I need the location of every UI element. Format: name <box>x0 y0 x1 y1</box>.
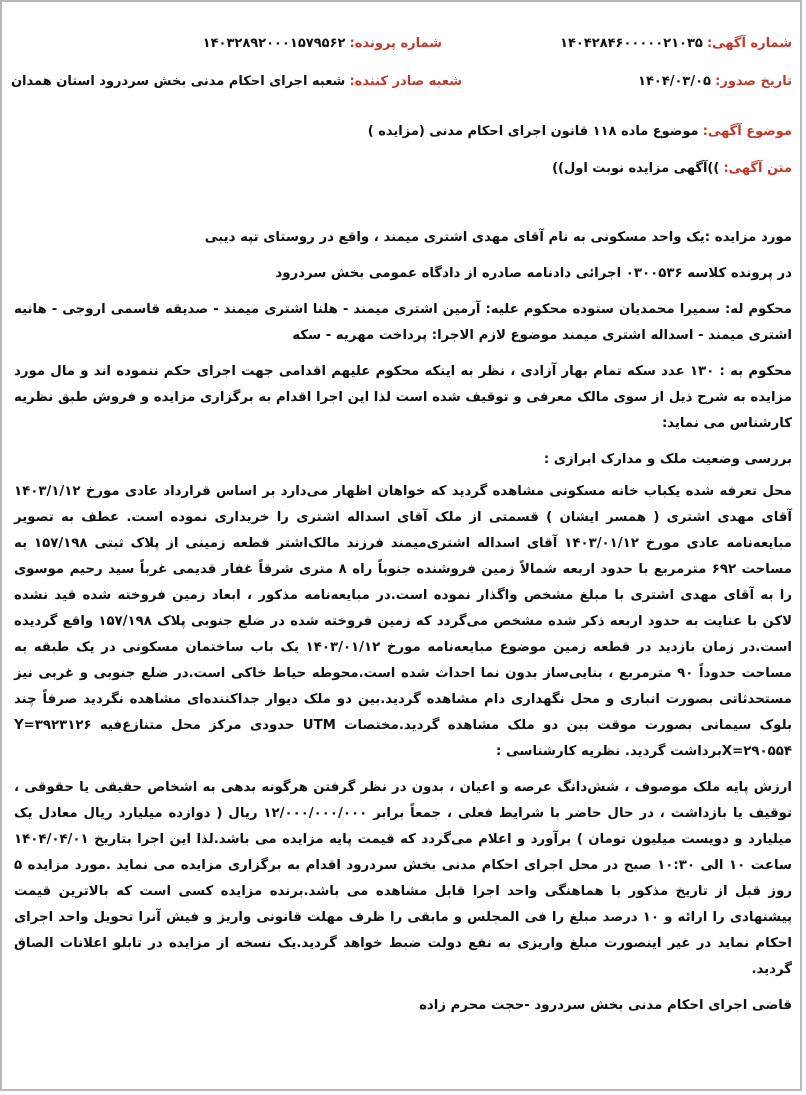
issue-date <box>638 74 792 89</box>
parties-paragraph: محکوم له: سمیرا محمدیان ستوده محکوم علیه: آرمین اشتری میمند - هلنا اشتری میمند - صدیقه قاسمی اروجی - هانیه اشتری میمند - اسداله اشتری میمند موضوع لازم الاجرا: پرداخت مهریه - سکه <box>14 302 792 343</box>
issuer <box>11 74 462 89</box>
issue-date-label: تاریخ صدور: <box>715 74 792 89</box>
property-description-paragraph: محل تعرفه شده یکباب خانه مسکونی مشاهده گردید که خواهان اظهار می‌دارد بر اساس قرارداد عادی مورخ ۱۴۰۳/۱/۱۲ آقای مهدی اشتری ( همسر ایشان ) قسمتی از ملک آقای اسداله اشتری را خریداری نموده است. عطف به تصویر مبایعه‌نامه عادی مورخ ۱۴۰۳/۰۱/۱۲ آقای اسداله اشتری‌میمند فرزند مالک‌اشتر قطعه زمینی از پلاک ثبتی ۱۵۷/۱۹۸ به مساحت ۶۹۲ مترمربع با حدود اربعه شمالاً زمین فروشنده جنوباً راه ۸ متری شرقاً غفار قدیمی غرباً سید رحیم موسوی را به آقای مهدی اشتری با مبلغ مشخص واگذار نموده است.در مبایعه‌نامه مذکور ، ابعاد زمین فروخته شده قید نشده لاکن با عنایت به حدود اربعه ذکر شده مشخص می‌گردد که زمین فروخته شده در ضلع جنوبی پلاک ۱۵۷/۱۹۸ واقع گردیده است.در زمان بازدید در قطعه زمین موضوع مبایعه‌نامه مورخ ۱۴۰۳/۰۱/۱۲ یک باب ساختمان مسکونی در یک طبقه به مساحت حدوداً ۹۰ مترمربع ، بنایی‌ساز بدون نما احداث شده است.محوطه حیاط خاکی است.در ضلع جنوبی و غربی نیز مستحدثاتی بصورت انباری و محل نگهداری دام مشاهده گردید.بین دو ملک دیوار جداکننده‌ای مشاهده نگردید صرفاً چند بلوک سیمانی بصورت موقت بین دو ملک مشاهده گردید.مختصات UTM حدودی مرکز محل متنازع‌فیه Y=۳۹۲۳۱۲۶ X=۲۹۰۵۵۴برداشت گردید. نظریه کارشناسی : <box>14 484 792 759</box>
file-number-value: ۱۴۰۳۲۸۹۲۰۰۰۱۵۷۹۵۶۲ <box>202 36 346 51</box>
file-number <box>203 36 442 51</box>
ad-text-label: متن آگهی: <box>723 161 792 176</box>
notice-body <box>14 225 792 1029</box>
issue-date-value: ۱۴۰۴/۰۳/۰۵ <box>638 74 711 89</box>
judgment-paragraph: محکوم به : ۱۳۰ عدد سکه تمام بهار آزادی ، نظر به اینکه محکوم علیهم اقدامی جهت اجرای حکم ننموده اند و مال مورد مزایده به شرح ذیل از سوی مالک معرفی و توقیف شده است لذا این اجرا اقدام به برگزاری مزایده و فروش طبق نظریه کارشناس می نماید: <box>14 364 792 431</box>
file-number-label: شماره پرونده: <box>349 36 442 51</box>
issuer-label: شعبه صادر کننده: <box>349 74 462 89</box>
case-paragraph: در پرونده کلاسه ۰۳۰۰۵۳۶ اجرائی دادنامه صادره از دادگاه عمومی بخش سردرود <box>275 266 792 281</box>
subject <box>368 124 792 139</box>
subject-value: موضوع ماده ۱۱۸ قانون اجرای احکام مدنی (مزایده ) <box>367 124 699 139</box>
ad-text-value: ))آگهی مزایده نوبت اول)) <box>552 161 720 176</box>
ad-number-label: شماره آگهی: <box>706 36 792 51</box>
auction-item-paragraph: مورد مزایده :یک واحد مسکونی به نام آقای مهدی اشتری میمند ، واقع در روستای تپه دیبی <box>204 230 792 245</box>
issuer-value: شعبه اجرای احکام مدنی بخش سردرود استان همدان <box>10 74 346 89</box>
subject-label: موضوع آگهی: <box>702 124 792 139</box>
ad-number-value: ۱۴۰۴۲۸۴۶۰۰۰۰۰۲۱۰۳۵ <box>560 36 703 51</box>
ad-text-title <box>552 161 792 176</box>
inspection-heading: بررسی وضعیت ملک و مدارک ابرازی : <box>543 452 792 467</box>
valuation-paragraph: ارزش پایه ملک موصوف ، شش‌دانگ عرصه و اعیان ، بدون در نظر گرفتن هرگونه بدهی به اشخاص حقیقی یا حقوقی ، توقیف یا بازداشت ، در حال حاضر با شرایط فعلی ، جمعاً برابر ۱۲/۰۰۰/۰۰۰/۰۰۰ ریال ( دوازده میلیارد ریال معادل یک میلیارد و دویست میلیون تومان ) برآورد و اعلام می‌گردد که قیمت پایه مزایده می باشد.لذا این اجرا بتاریخ ۱۴۰۴/۰۴/۰۱ ساعت ۱۰ الی ۱۰:۳۰ صبح در محل اجرای احکام مدنی بخش سردرود اقدام به برگزاری مزایده می نماید .مورد مزایده ۵ روز قبل از تاریخ مذکور با هماهنگی واحد اجرا قابل مشاهده می باشد.برنده مزایده کسی است که بالاترین قیمت پیشنهادی را ارائه و ۱۰ درصد مبلغ را فی المجلس و مابقی را ظرف مهلت قانونی واریز و فیش آنرا تحویل واحد اجرای احکام نماید در غیر اینصورت مبلغ واریزی به نفع دولت ضبط خواهد گردید.یک نسخه از مزایده در تابلو اعلانات الصاق گردید. <box>14 780 793 977</box>
judge-signature: قاضی اجرای احکام مدنی بخش سردرود -حجت محرم زاده <box>419 998 792 1013</box>
ad-number <box>560 36 792 51</box>
